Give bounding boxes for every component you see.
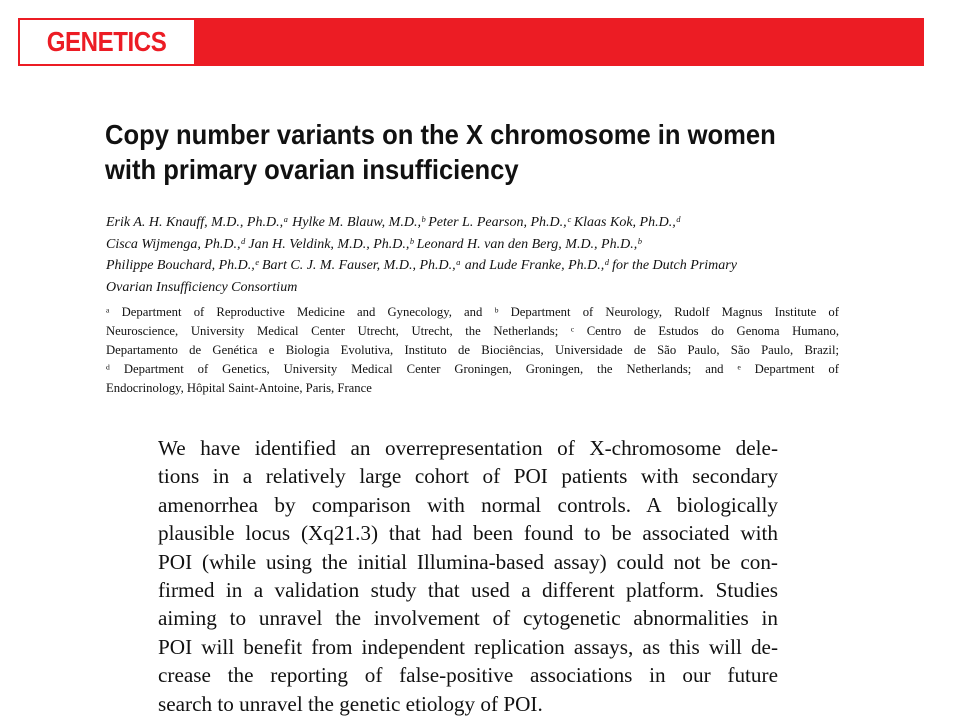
journal-logo [20, 20, 194, 64]
author-line: Cisca Wijmenga, Ph.D.,ᵈ Jan H. Veldink, M.D., Ph.D.,ᵇ Leonard H. van den Berg, M.D., Ph.D.,ᵇ [106, 236, 641, 252]
affiliation-line: ᵃ Department of Reproductive Medicine and Gynecology, and ᵇ Department of Neurology, Rudolf Magnus Institute of [106, 305, 839, 319]
journal-banner [18, 18, 924, 66]
abstract-line: firmed in a validation study that used a different platform. Studies [158, 578, 778, 603]
abstract-line: aiming to unravel the involvement of cytogenetic abnormalities in [158, 606, 778, 631]
affiliation-line: Neuroscience, University Medical Center Utrecht, Utrecht, the Netherlands; ᶜ Centro de Estudos do Genoma Humano, [106, 324, 839, 338]
abstract-line: plausible locus (Xq21.3) that had been found to be associated with [158, 521, 778, 546]
abstract-line: POI will benefit from independent replication assays, as this will de- [158, 634, 778, 659]
author-line: Erik A. H. Knauff, M.D., Ph.D.,ᵃ Hylke M. Blauw, M.D.,ᵇ Peter L. Pearson, Ph.D.,ᶜ Klaas Kok, Ph.D.,ᵈ [106, 215, 681, 230]
paper-title [105, 117, 812, 187]
abstract-line: tions in a relatively large cohort of POI patients with secondary [158, 464, 778, 489]
title-line: with primary ovarian insufficiency [105, 154, 519, 185]
author-line: Ovarian Insufficiency Consortium [106, 279, 298, 295]
abstract-line: We have identified an overrepresentation of X-chromosome dele- [158, 436, 778, 460]
title-line: Copy number variants on the X chromosome in women [105, 119, 776, 150]
affiliations [106, 303, 839, 398]
author-line: Philippe Bouchard, Ph.D.,ᵉ Bart C. J. M. Fauser, M.D., Ph.D.,ᵃ and Lude Franke, Ph.D.,ᵈ for the Dutch Primary [106, 258, 737, 273]
abstract-line: search to unravel the genetic etiology of POI. [158, 691, 543, 716]
abstract-line: crease the reporting of false-positive associations in our future [158, 663, 778, 688]
affiliation-line: ᵈ Department of Genetics, University Medical Center Groningen, Groningen, the Netherlands; and ᵉ Department of [106, 362, 839, 376]
affiliation-line: Departamento de Genética e Biologia Evolutiva, Instituto de Biociências, Universidade de São Paulo, São Paulo, Brazil; [106, 343, 839, 357]
abstract-line: amenorrhea by comparison with normal controls. A biologically [158, 492, 778, 517]
journal-logo-text: GENETICS [47, 26, 167, 57]
abstract-quote [158, 434, 778, 718]
abstract-line: POI (while using the initial Illumina-based assay) could not be con- [158, 549, 778, 574]
author-list [106, 212, 846, 298]
affiliation-line: Endocrinology, Hôpital Saint-Antoine, Paris, France [106, 381, 372, 395]
